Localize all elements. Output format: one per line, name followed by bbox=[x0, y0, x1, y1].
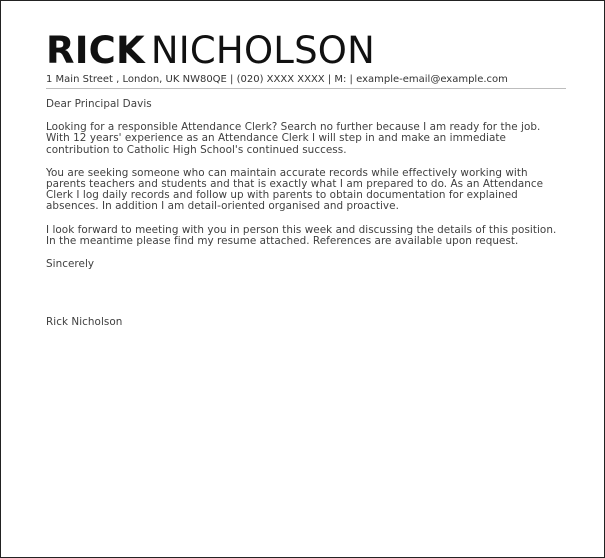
paragraph-1: Looking for a responsible Attendance Clerk? Search no further because I am ready for the job. With 12 years' experience as an Attendance Clerk I will step in and make an immediate contribution to Catholic High School's continued success. bbox=[46, 121, 541, 156]
last-name: NICHOLSON bbox=[150, 29, 375, 72]
contact-line: 1 Main Street , London, UK NW80QE | (020) XXXX XXXX | M: | example-email@example.com bbox=[46, 74, 508, 85]
signature-name: Rick Nicholson bbox=[46, 316, 123, 329]
paragraph-3: I look forward to meeting with you in person this week and discussing the details of this position. In the meantime please find my resume attached. References are available upon request. bbox=[46, 223, 557, 247]
first-name: RICK bbox=[46, 29, 145, 72]
closing: Sincerely bbox=[46, 258, 95, 271]
letter-content bbox=[46, 29, 566, 328]
paragraph-2: You are seeking someone who can maintain accurate records while effectively working with parents teachers and students and that is exactly what I am prepared to do. As an Attendance Clerk I log daily records and follow up with parents to obtain documentation for explained absences. In addition I am detail-oriented organised and proactive. bbox=[46, 166, 544, 213]
applicant-name bbox=[46, 29, 566, 73]
header-divider bbox=[46, 88, 566, 89]
salutation: Dear Principal Davis bbox=[46, 98, 152, 110]
